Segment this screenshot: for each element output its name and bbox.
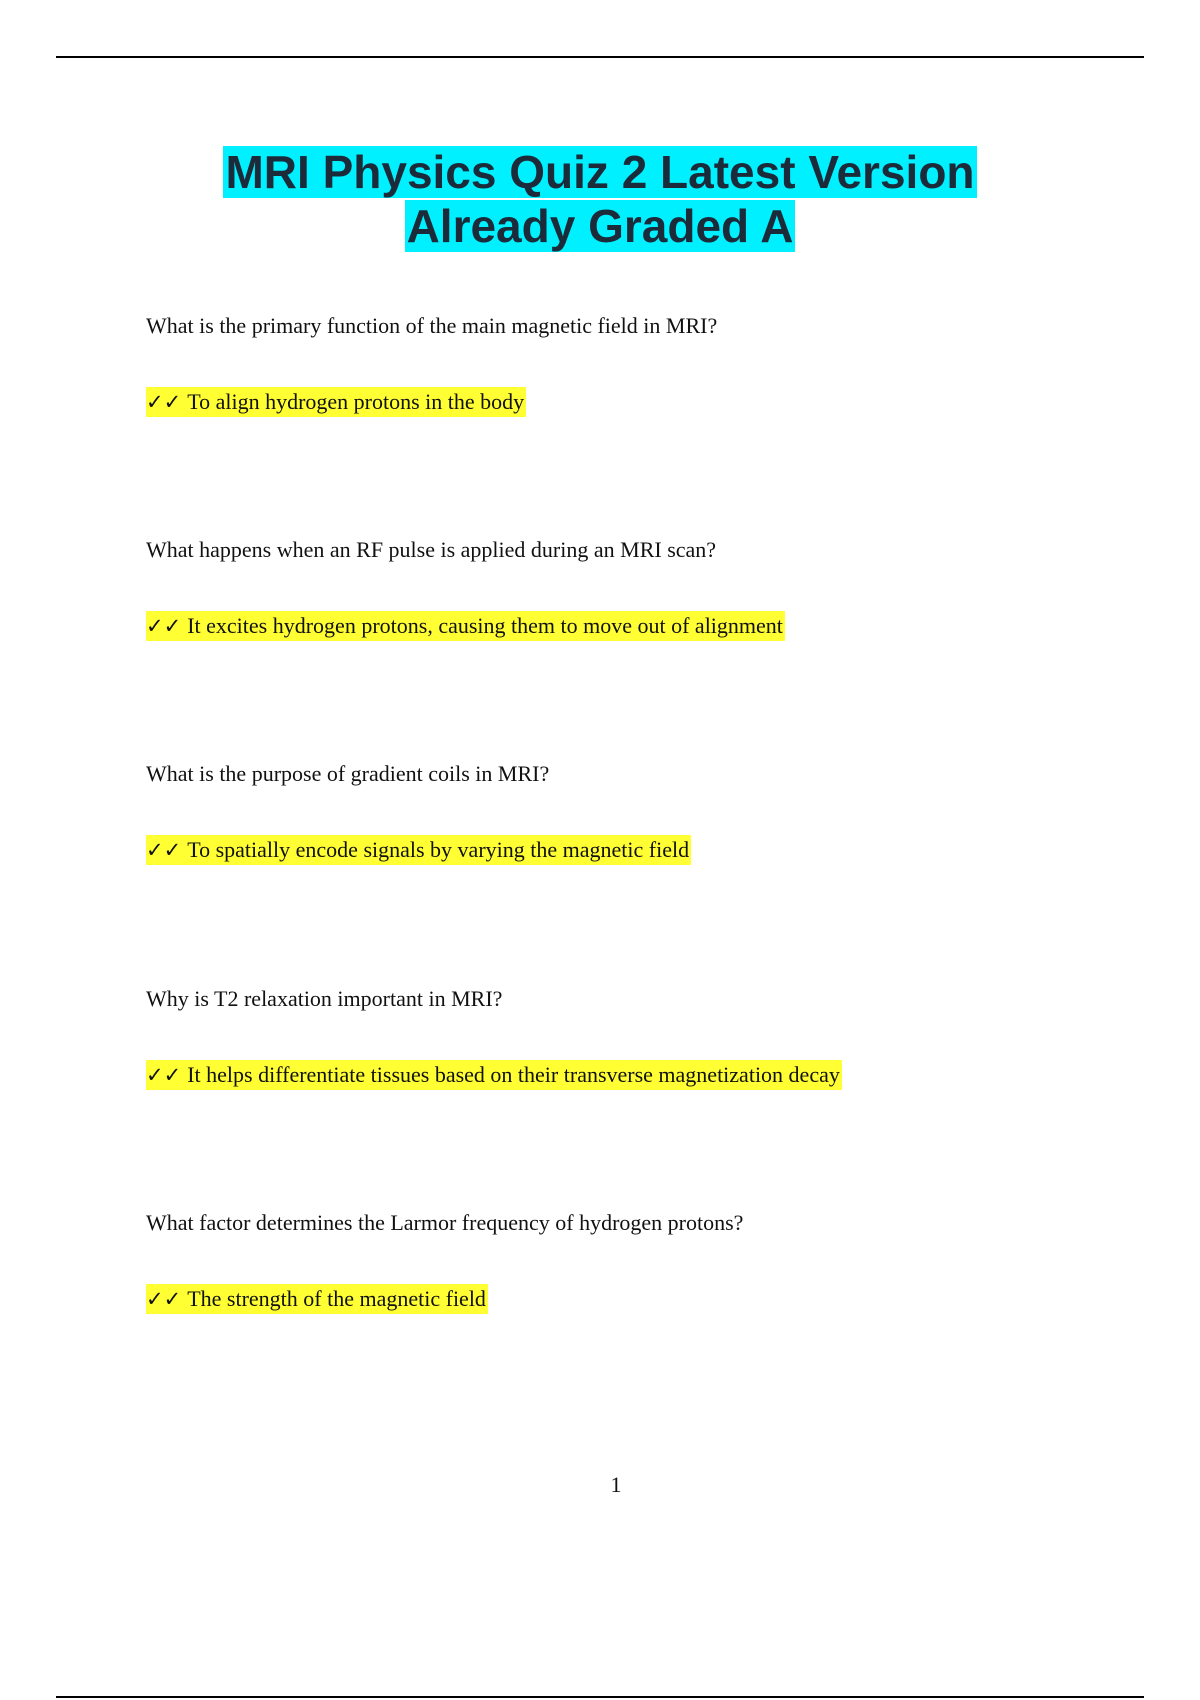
qa-item xyxy=(146,312,1146,416)
question-text: What happens when an RF pulse is applied during an MRI scan? xyxy=(146,537,717,562)
question-text: Why is T2 relaxation important in MRI? xyxy=(146,986,503,1011)
question-text: What is the purpose of gradient coils in MRI? xyxy=(146,761,550,786)
answer-highlight xyxy=(146,611,785,641)
answer-highlight xyxy=(146,835,691,865)
qa-item xyxy=(146,1209,1146,1313)
answer-highlight xyxy=(146,1284,488,1314)
answer-text: The strength of the magnetic field xyxy=(187,1286,486,1311)
answer-highlight xyxy=(146,387,526,417)
top-rule xyxy=(56,56,1144,58)
document-title xyxy=(60,145,1140,253)
double-check-icon: ✓✓ xyxy=(146,390,182,414)
answer xyxy=(146,612,1146,640)
answer-text: It excites hydrogen protons, causing them to move out of alignment xyxy=(187,613,783,638)
answer-highlight xyxy=(146,1060,842,1090)
double-check-icon: ✓✓ xyxy=(146,838,182,862)
answer xyxy=(146,836,1146,864)
qa-item xyxy=(146,760,1146,864)
qa-item xyxy=(146,536,1146,640)
answer-text: To spatially encode signals by varying the magnetic field xyxy=(187,837,690,862)
answer xyxy=(146,388,1146,416)
double-check-icon: ✓✓ xyxy=(146,1287,182,1311)
answer-text: To align hydrogen protons in the body xyxy=(187,389,525,414)
question-text: What factor determines the Larmor frequency of hydrogen protons? xyxy=(146,1210,744,1235)
title-line-2: Already Graded A xyxy=(406,200,794,252)
answer xyxy=(146,1061,1146,1089)
bottom-rule xyxy=(56,1696,1144,1698)
question-text: What is the primary function of the main magnetic field in MRI? xyxy=(146,313,718,338)
answer xyxy=(146,1285,1146,1313)
double-check-icon: ✓✓ xyxy=(146,614,182,638)
title-line-1: MRI Physics Quiz 2 Latest Version xyxy=(225,146,975,198)
answer-text: It helps differentiate tissues based on their transverse magnetization decay xyxy=(187,1062,840,1087)
double-check-icon: ✓✓ xyxy=(146,1063,182,1087)
page-number: 1 xyxy=(610,1472,622,1497)
qa-item xyxy=(146,985,1146,1089)
